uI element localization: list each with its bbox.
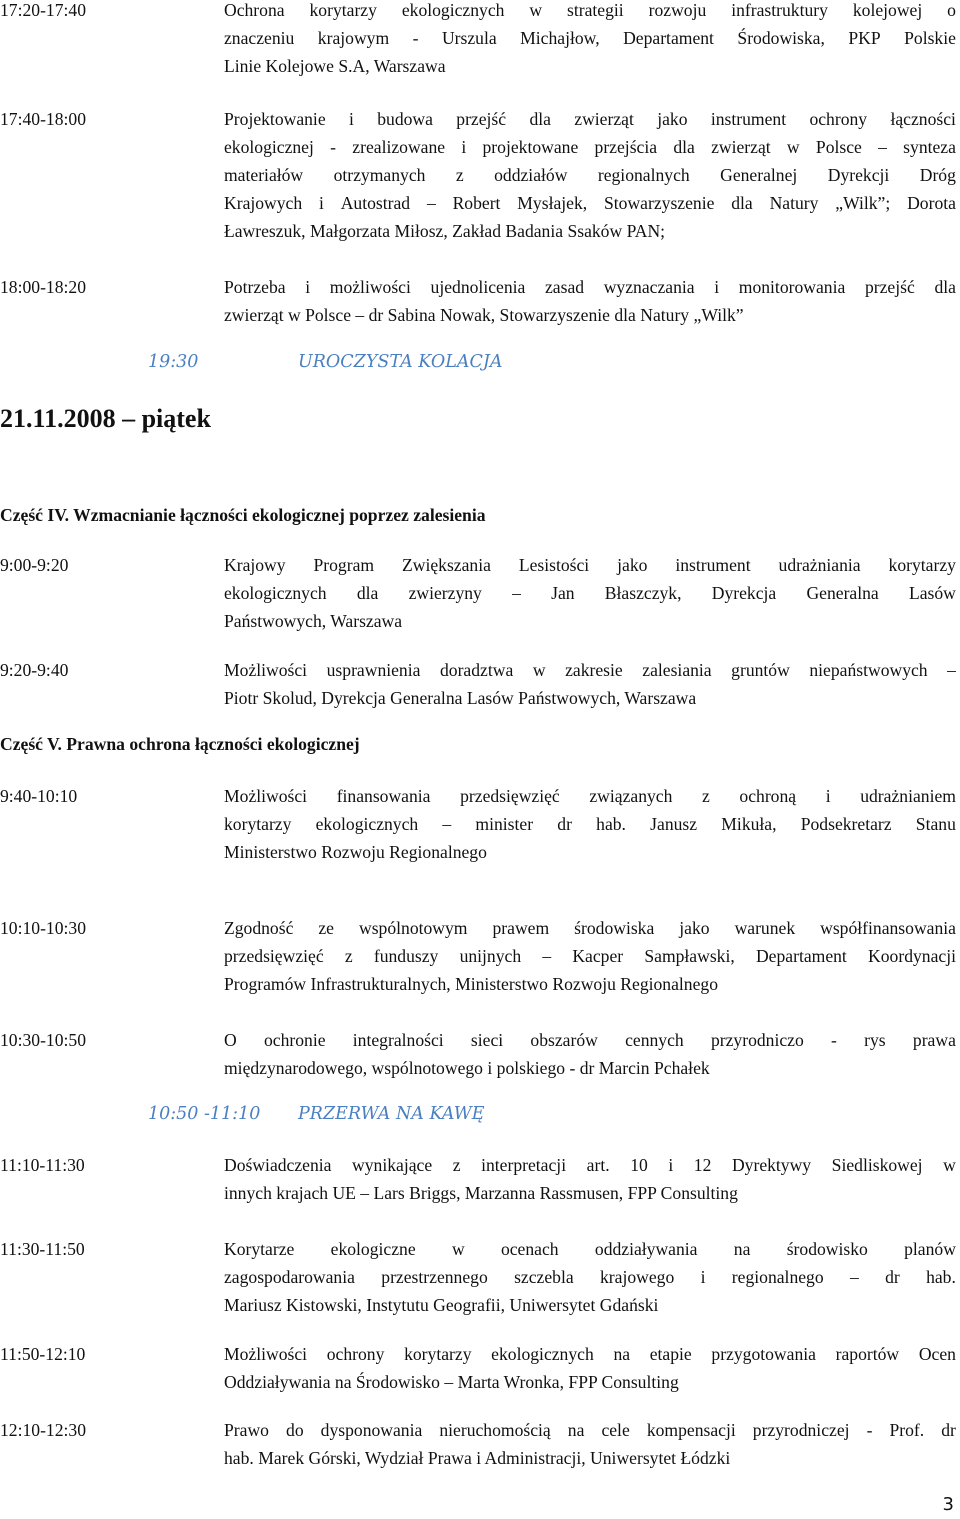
item-description [224, 1416, 956, 1472]
section-heading-part4: Część IV. Wzmacnianie łączności ekologicznej poprzez zalesienia [0, 505, 486, 525]
word: - [330, 137, 337, 157]
word: prawem [492, 918, 550, 938]
word: Program [313, 555, 375, 575]
item-line [224, 782, 956, 810]
word: sieci [470, 1030, 504, 1050]
word: synteza [903, 137, 956, 157]
word: zwierząt [711, 137, 771, 157]
word: regionalnego [731, 1267, 824, 1287]
item-line [224, 1026, 956, 1054]
word: O [224, 1030, 237, 1050]
item-time: 11:50-12:10 [0, 1344, 86, 1364]
word: Podsekretarz [800, 814, 892, 834]
word: ekologiczne [330, 1239, 416, 1259]
item-line [224, 161, 956, 189]
word: szczebla [514, 1267, 574, 1287]
word: i [700, 1267, 706, 1287]
word: rozwoju [648, 0, 707, 20]
dinner-label: UROCZYSTA KOLACJA [298, 352, 503, 372]
word: i [348, 109, 354, 129]
word: kolejowej [852, 0, 923, 20]
word: Możliwości [224, 660, 308, 680]
word: dla [673, 137, 695, 157]
word: Krajowych [224, 193, 303, 213]
word: przejść [456, 109, 507, 129]
word: przyrodniczej [752, 1420, 850, 1440]
word: materiałów [224, 165, 304, 185]
word: – [426, 193, 436, 213]
word: 12 [693, 1155, 712, 1175]
word: Polskie [904, 28, 956, 48]
word: Dyrektywy [731, 1155, 812, 1175]
word: Korytarze [224, 1239, 295, 1259]
word: – [947, 660, 956, 680]
word: korytarzy [309, 0, 377, 20]
item-time: 9:00-9:20 [0, 555, 69, 575]
word: i [319, 193, 324, 213]
word: ocenach [500, 1239, 559, 1259]
word: udrażniania [778, 555, 861, 575]
word: Możliwości [224, 1344, 308, 1364]
word: integralności [352, 1030, 444, 1050]
item-line: hab. Marek Górski, Wydział Prawa i Administracji, Uniwersytet Łódzki [224, 1448, 731, 1468]
word: otrzymanych [333, 165, 426, 185]
word: Michajłow, [520, 28, 600, 48]
word: udrażnianiem [860, 786, 956, 806]
word: dr [557, 814, 572, 834]
word: gruntów [731, 660, 790, 680]
word: i [714, 277, 720, 297]
word: nieruchomością [439, 1420, 551, 1440]
word: rys [864, 1030, 886, 1050]
word: - [831, 1030, 837, 1050]
word: Polsce [815, 137, 862, 157]
item-line [224, 1416, 956, 1444]
word: przygotowania [711, 1344, 816, 1364]
word: minister [475, 814, 534, 834]
item-line [224, 914, 956, 942]
word: zasad [544, 277, 585, 297]
word: Kacper [572, 946, 624, 966]
word: instrument [710, 109, 787, 129]
word: Siedliskowej [831, 1155, 923, 1175]
item-line: Ministerstwo Rozwoju Regionalnego [224, 842, 487, 862]
item-line [224, 551, 956, 579]
word: instrument [675, 555, 751, 575]
item-line: zwierząt w Polsce – dr Sabina Nowak, Stowarzyszenie dla Natury „Wilk” [224, 305, 744, 325]
word: Prof. [889, 1420, 925, 1440]
word: krajowego [599, 1267, 675, 1287]
item-line: Programów Infrastrukturalnych, Ministerstwo Rozwoju Regionalnego [224, 974, 718, 994]
word: wyznaczania [603, 277, 695, 297]
word: z [452, 1155, 461, 1175]
word: z [702, 786, 710, 806]
word: regionalnych [597, 165, 690, 185]
word: Doświadczenia [224, 1155, 332, 1175]
word: – [849, 1267, 859, 1287]
word: cele [601, 1420, 630, 1440]
item-time: 9:20-9:40 [0, 660, 69, 680]
word: w [532, 660, 546, 680]
word: unijnych [459, 946, 522, 966]
item-line: Piotr Skolud, Dyrekcja Generalna Lasów Państwowych, Warszawa [224, 688, 697, 708]
word: Środowiska, [737, 28, 825, 48]
word: Dróg [919, 165, 956, 185]
word: monitorowania [738, 277, 846, 297]
word: budowa [377, 109, 433, 129]
word: prawa [912, 1030, 956, 1050]
item-line: innych krajach UE – Lars Briggs, Marzanna Rassmusen, FPP Consulting [224, 1183, 738, 1203]
word: przyrodniczo [710, 1030, 804, 1050]
word: jako [679, 918, 710, 938]
word: hab. [926, 1267, 956, 1287]
item-line: Linie Kolejowe S.A, Warszawa [224, 56, 446, 76]
item-line [224, 810, 956, 838]
word: kompensacji [646, 1420, 736, 1440]
word: na [567, 1420, 585, 1440]
word: projektowane [482, 137, 579, 157]
word: i [461, 137, 467, 157]
word: hab. [596, 814, 626, 834]
word: z [455, 165, 464, 185]
section-heading-part5: Część V. Prawna ochrona łączności ekologicznej [0, 734, 360, 754]
item-line [224, 105, 956, 133]
item-time: 17:40-18:00 [0, 109, 87, 129]
item-line [224, 1263, 956, 1291]
word: Błaszczyk, [604, 583, 682, 603]
word: Lasów [908, 583, 956, 603]
word: dla [731, 193, 753, 213]
word: wspólnotowym [358, 918, 468, 938]
word: Dorota [907, 193, 956, 213]
item-line [224, 1340, 956, 1368]
word: ujednolicenia [430, 277, 526, 297]
dinner-time: 19:30 [148, 352, 199, 372]
word: dysponowania [320, 1420, 423, 1440]
item-description [224, 0, 956, 80]
word: dla [356, 583, 379, 603]
word: o [947, 0, 956, 20]
word: znaczeniu [224, 28, 295, 48]
word: Ochrona [224, 0, 285, 20]
word: Możliwości [224, 786, 308, 806]
item-line: Oddziaływania na Środowisko – Marta Wronka, FPP Consulting [224, 1372, 679, 1392]
word: Urszula [441, 28, 497, 48]
word: PKP [848, 28, 881, 48]
word: dla [529, 109, 551, 129]
word: dr [941, 1420, 956, 1440]
word: art. [586, 1155, 610, 1175]
word: korytarzy [888, 555, 956, 575]
break-label: PRZERWA NA KAWĘ [298, 1104, 485, 1124]
word: – [512, 583, 521, 603]
item-time: 18:00-18:20 [0, 277, 87, 297]
word: oddziałów [494, 165, 568, 185]
word: środowiska [574, 918, 655, 938]
word: Potrzeba [224, 277, 286, 297]
word: Robert [452, 193, 501, 213]
word: zrealizowane [352, 137, 446, 157]
item-time: 9:40-10:10 [0, 786, 78, 806]
word: przedsięwzięć [460, 786, 560, 806]
word: – [442, 814, 452, 834]
word: Sampławski, [644, 946, 735, 966]
item-description [224, 782, 956, 866]
word: w [943, 1155, 956, 1175]
item-time: 17:20-17:40 [0, 0, 87, 20]
item-line [224, 0, 956, 24]
word: funduszy [373, 946, 439, 966]
item-time: 10:30-10:50 [0, 1030, 87, 1050]
word: warunek [734, 918, 796, 938]
word: - [412, 28, 419, 48]
item-line: Państwowych, Warszawa [224, 611, 403, 631]
item-line [224, 1235, 956, 1263]
word: Projektowanie [224, 109, 326, 129]
word: ochrony [809, 109, 868, 129]
word: Autostrad [340, 193, 411, 213]
word: „Wilk”; [835, 193, 891, 213]
word: możliwości [329, 277, 411, 297]
item-line [224, 942, 956, 970]
word: ze [318, 918, 334, 938]
item-line [224, 24, 956, 52]
word: usprawnienia [326, 660, 421, 680]
word: Lesistości [518, 555, 590, 575]
word: jako [617, 555, 648, 575]
word: finansowania [336, 786, 431, 806]
word: na [613, 1344, 631, 1364]
item-description [224, 551, 956, 635]
word: ekologicznych [401, 0, 505, 20]
item-time: 10:10-10:30 [0, 918, 87, 938]
item-time: 11:30-11:50 [0, 1239, 85, 1259]
word: współfinansowania [820, 918, 956, 938]
word: Mikuła, [721, 814, 777, 834]
word: – [542, 946, 552, 966]
word: środowisko [786, 1239, 868, 1259]
item-description [224, 914, 956, 998]
item-description [224, 1340, 956, 1396]
item-description [224, 273, 956, 329]
word: Dyrekcja [711, 583, 777, 603]
item-line: międzynarodowego, wspólnotowego i polskiego - dr Marcin Pchałek [224, 1058, 710, 1078]
word: Departament [623, 28, 714, 48]
item-description [224, 1151, 956, 1207]
word: ekologicznych [224, 583, 327, 603]
item-line [224, 133, 956, 161]
word: i [305, 277, 311, 297]
word: i [825, 786, 831, 806]
word: Stowarzyszenie [604, 193, 715, 213]
item-description [224, 656, 956, 712]
word: przedsięwzięć [224, 946, 324, 966]
word: Mysłajek, [517, 193, 588, 213]
word: Prawo [224, 1420, 269, 1440]
word: Dyrekcji [827, 165, 890, 185]
word: korytarzy [224, 814, 292, 834]
item-line [224, 273, 956, 301]
word: ochrony [326, 1344, 385, 1364]
word: – [878, 137, 887, 157]
word: Generalnej [720, 165, 798, 185]
word: interpretacji [481, 1155, 567, 1175]
item-time: 11:10-11:30 [0, 1155, 85, 1175]
word: przestrzennego [381, 1267, 488, 1287]
page-number: 3 [942, 1494, 954, 1515]
break-time: 10:50 -11:10 [148, 1104, 261, 1124]
word: Jan [551, 583, 575, 603]
word: Departament [755, 946, 847, 966]
word: Zgodność [224, 918, 294, 938]
word: na [733, 1239, 751, 1259]
day-heading: 21.11.2008 – piątek [0, 404, 211, 433]
item-time: 12:10-12:30 [0, 1420, 87, 1440]
word: zwierzyny [408, 583, 482, 603]
word: zwierząt [574, 109, 634, 129]
word: oddziaływania [594, 1239, 698, 1259]
item-line: Mariusz Kistowski, Instytutu Geografii, Uniwersytet Gdański [224, 1295, 659, 1315]
word: dla [934, 277, 956, 297]
word: doradztwa [439, 660, 514, 680]
word: Koordynacji [868, 946, 956, 966]
word: - [866, 1420, 873, 1440]
word: Janusz [650, 814, 698, 834]
word: Generalna [806, 583, 879, 603]
word: 10 [630, 1155, 648, 1175]
word: Krajowy [224, 555, 286, 575]
item-line: Ławreszuk, Małgorzata Miłosz, Zakład Badania Ssaków PAN; [224, 221, 666, 241]
word: Natury [769, 193, 819, 213]
word: ekologicznych [315, 814, 419, 834]
item-description [224, 1026, 956, 1082]
word: w [529, 0, 543, 20]
word: przejść [864, 277, 915, 297]
word: wynikające [352, 1155, 433, 1175]
word: i [668, 1155, 674, 1175]
word: do [286, 1420, 304, 1440]
item-line [224, 189, 956, 217]
word: ochronie [263, 1030, 326, 1050]
word: Stanu [915, 814, 956, 834]
word: zakresie [565, 660, 623, 680]
word: związanych [589, 786, 673, 806]
word: przejścia [594, 137, 658, 157]
item-line [224, 656, 956, 684]
word: raportów [835, 1344, 900, 1364]
word: z [344, 946, 353, 966]
word: w [786, 137, 800, 157]
word: zalesiania [642, 660, 712, 680]
word: ekologicznych [491, 1344, 594, 1364]
word: Ocen [918, 1344, 956, 1364]
word: dr [885, 1267, 900, 1287]
word: jako [657, 109, 688, 129]
word: krajowym [317, 28, 390, 48]
item-description [224, 105, 956, 245]
word: strategii [567, 0, 624, 20]
word: Zwiększania [402, 555, 491, 575]
word: łączności [890, 109, 956, 129]
word: korytarzy [404, 1344, 472, 1364]
word: planów [904, 1239, 956, 1259]
item-line [224, 1151, 956, 1179]
word: zagospodarowania [224, 1267, 355, 1287]
word: niepaństwowych [809, 660, 928, 680]
word: infrastruktury [731, 0, 828, 20]
item-description [224, 1235, 956, 1319]
word: etapie [649, 1344, 692, 1364]
word: w [451, 1239, 465, 1259]
word: cennych [625, 1030, 684, 1050]
word: ekologicznej [224, 137, 314, 157]
word: obszarów [530, 1030, 598, 1050]
word: ochroną [739, 786, 797, 806]
item-line [224, 579, 956, 607]
